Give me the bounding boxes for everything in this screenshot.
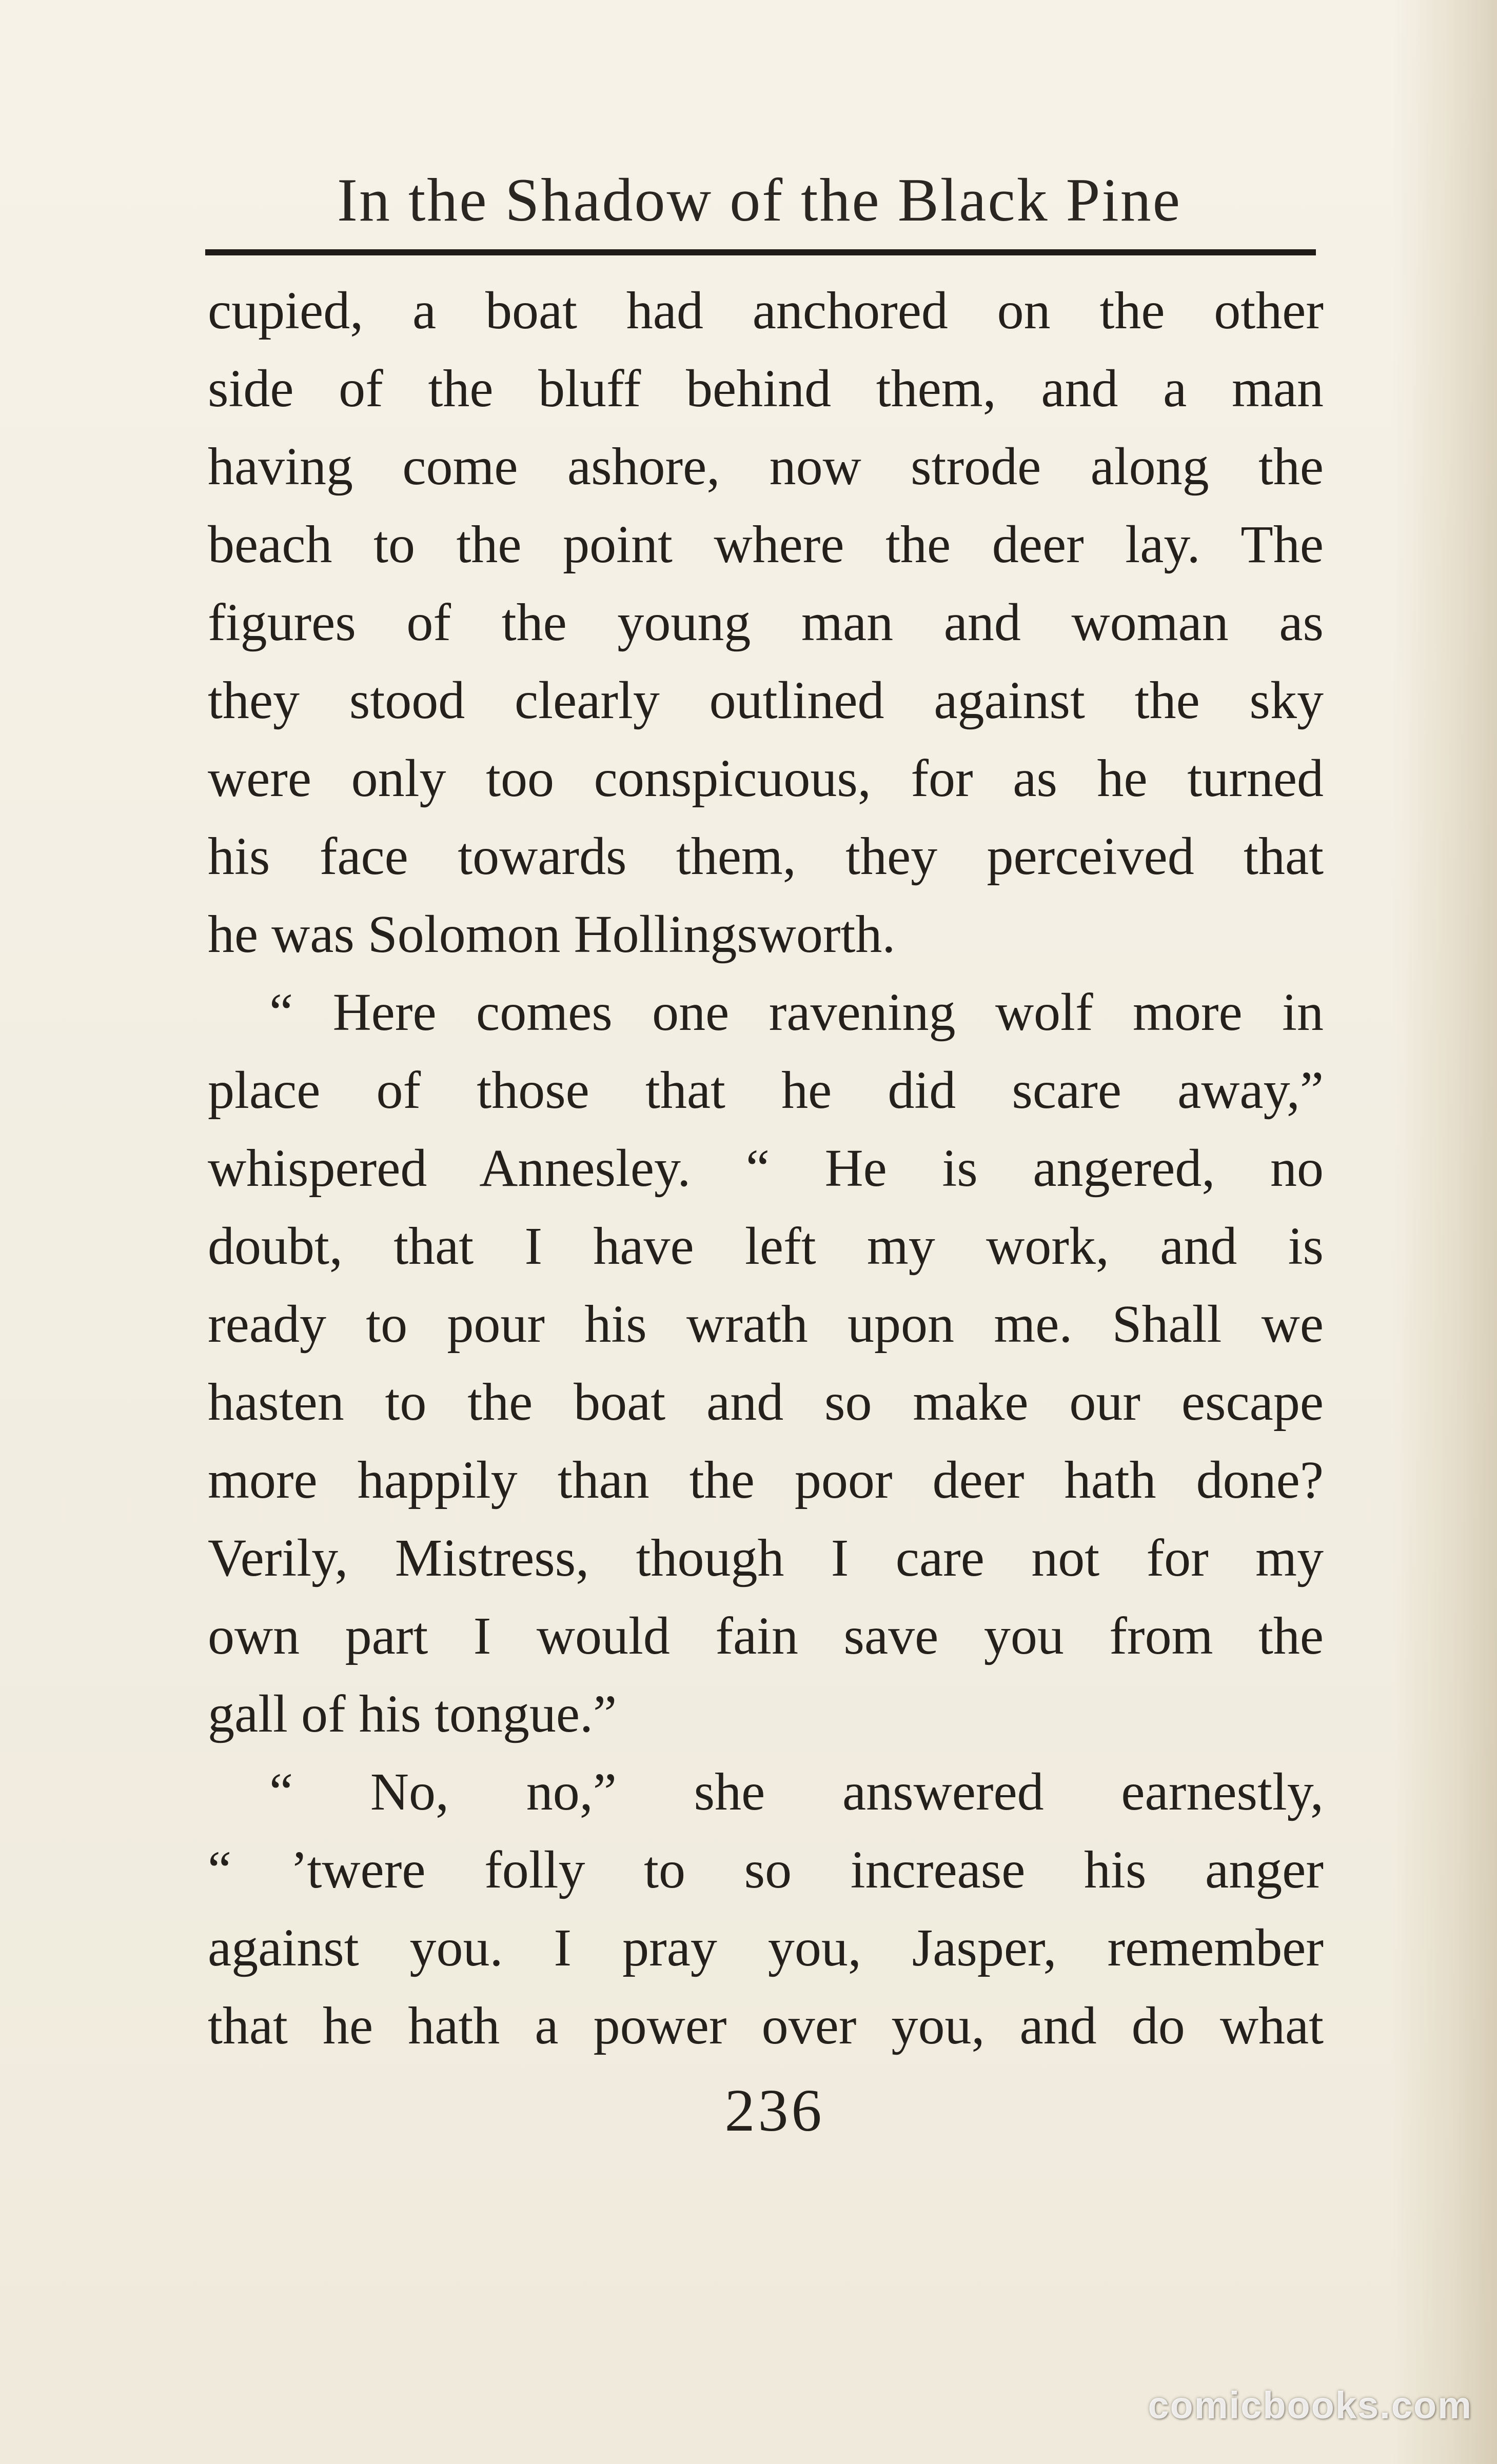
text-line: side of the bluff behind them, and a man [208, 359, 1324, 418]
text-line: were only too conspicuous, for as he turned [208, 749, 1324, 808]
text-line: “ No, no,” she answered earnestly, [269, 1762, 1324, 1821]
text-line: own part I would fain save you from the [208, 1606, 1324, 1665]
text-line: gall of his tongue.” [208, 1684, 617, 1743]
text-line: ready to pour his wrath upon me. Shall we [208, 1295, 1324, 1354]
text-line: cupied, a boat had anchored on the other [208, 281, 1324, 340]
text-line: having come ashore, now strode along the [208, 437, 1324, 496]
text-line: against you. I pray you, Jasper, remember [208, 1918, 1324, 1977]
text-line: Verily, Mistress, though I care not for my [208, 1528, 1324, 1587]
text-line: whispered Annesley. “ He is angered, no [208, 1139, 1324, 1198]
text-line: doubt, that I have left my work, and is [208, 1217, 1324, 1276]
watermark: comicbooks.com [1148, 2384, 1472, 2427]
page-number: 236 [724, 2077, 825, 2144]
running-head: In the Shadow of the Black Pine [337, 166, 1182, 234]
text-line: figures of the young man and woman as [208, 593, 1324, 652]
text-line: that he hath a power over you, and do what [208, 1996, 1324, 2055]
text-line: hasten to the boat and so make our escape [208, 1373, 1324, 1432]
text-line: “ ’twere folly to so increase his anger [208, 1840, 1324, 1899]
text-line: he was Solomon Hollingsworth. [208, 905, 896, 964]
text-line: “ Here comes one ravening wolf more in [269, 983, 1324, 1042]
body-text [208, 272, 1324, 2065]
text-line: they stood clearly outlined against the sky [208, 671, 1324, 730]
text-line: place of those that he did scare away,” [208, 1061, 1324, 1120]
text-line: beach to the point where the deer lay. The [208, 515, 1324, 574]
text-line: his face towards them, they perceived that [208, 827, 1324, 886]
header-rule [205, 249, 1316, 255]
text-line: more happily than the poor deer hath done? [208, 1450, 1324, 1509]
